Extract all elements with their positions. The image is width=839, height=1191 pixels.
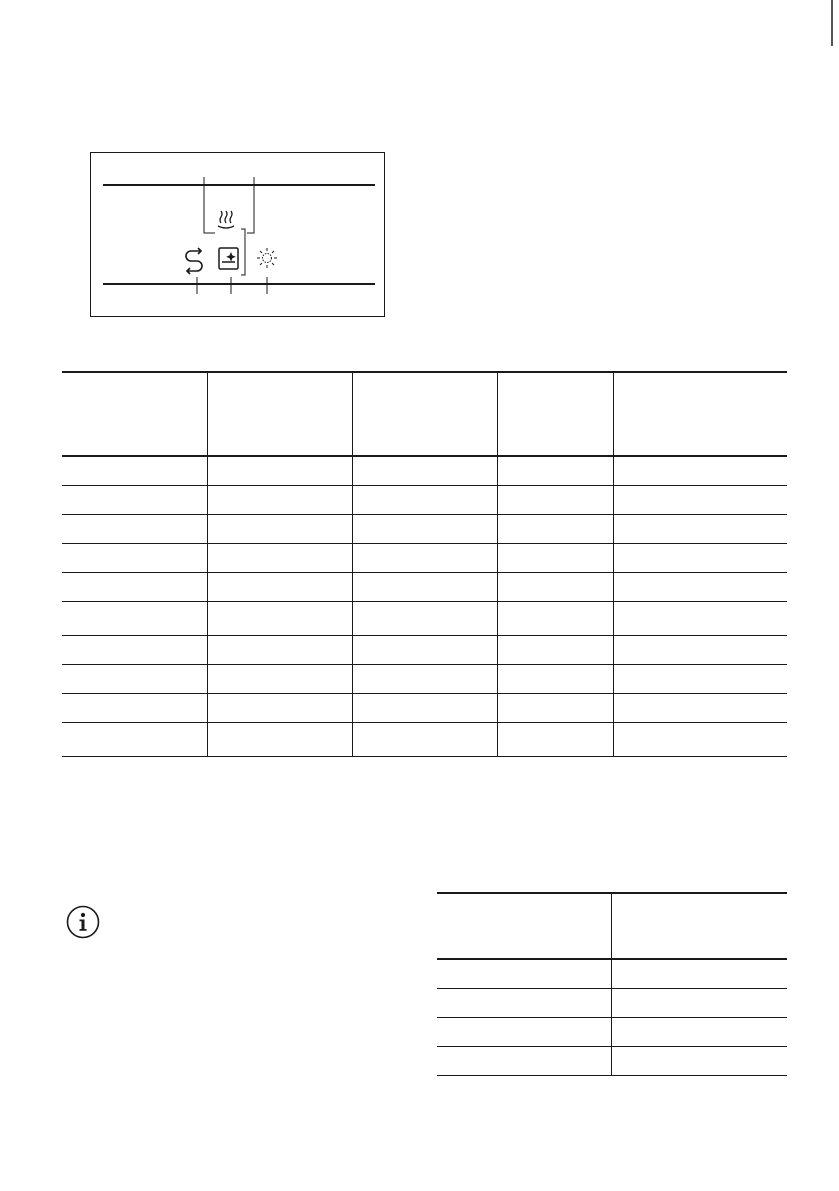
table-row [62,601,787,635]
header-cell [497,372,613,456]
main-settings-table [62,371,787,757]
info-icon [66,905,100,939]
table-cell [497,456,613,485]
table-row [62,722,787,756]
table-header-row [62,372,787,456]
table-cell [613,543,787,572]
table-cell [62,722,207,756]
control-panel-diagram [90,152,385,317]
table-cell [62,572,207,601]
table-cell [62,635,207,664]
table-cell [352,514,497,543]
table-cell [352,635,497,664]
table-row [62,693,787,722]
table-row [62,543,787,572]
table-cell [613,456,787,485]
table-row [62,456,787,485]
table-cell [613,693,787,722]
table-cell [497,722,613,756]
program-select-icon [186,248,202,274]
header-cell [352,372,497,456]
table-cell [437,959,611,988]
table-row [437,1017,787,1046]
cut-line [825,0,839,50]
table-cell [497,635,613,664]
table-cell [207,693,352,722]
table-cell [207,601,352,635]
table-cell [352,456,497,485]
table-cell [352,722,497,756]
secondary-table [437,892,787,1076]
table-row [437,1046,787,1075]
table-cell [611,988,787,1017]
table-cell [62,514,207,543]
steam-heat-icon [218,211,234,228]
table-row [437,959,787,988]
table-cell [437,988,611,1017]
table-row [62,485,787,514]
table-cell [352,664,497,693]
table-cell [497,543,613,572]
table-cell [611,1046,787,1075]
table-cell [497,485,613,514]
table-cell [437,1046,611,1075]
table-cell [497,664,613,693]
table-cell [352,543,497,572]
table-cell [207,514,352,543]
table-cell [497,514,613,543]
table-cell [611,1017,787,1046]
table-cell [207,635,352,664]
table-cell [62,664,207,693]
auto-program-icon [219,248,238,269]
table-header-row [437,893,787,959]
grouping-bracket [241,229,245,275]
table-cell [497,572,613,601]
table-row [62,514,787,543]
table-row [62,572,787,601]
table-cell [613,664,787,693]
table-cell [613,635,787,664]
header-cell [62,372,207,456]
table-cell [207,543,352,572]
table-cell [207,572,352,601]
table-cell [613,485,787,514]
table-cell [62,601,207,635]
header-cell [437,893,611,959]
table-cell [613,572,787,601]
table-cell [62,456,207,485]
table-cell [613,514,787,543]
header-cell [613,372,787,456]
table-cell [207,456,352,485]
header-cell [611,893,787,959]
table-cell [352,485,497,514]
table-cell [207,722,352,756]
light-icon [257,248,277,268]
table-cell [437,1017,611,1046]
table-cell [613,722,787,756]
table-cell [352,572,497,601]
table-cell [352,601,497,635]
table-row [437,988,787,1017]
table-cell [497,601,613,635]
table-cell [207,664,352,693]
table-cell [207,485,352,514]
table-cell [62,485,207,514]
header-cell [207,372,352,456]
table-cell [62,543,207,572]
table-cell [352,693,497,722]
table-cell [62,693,207,722]
table-cell [613,601,787,635]
table-cell [497,693,613,722]
table-row [62,635,787,664]
table-row [62,664,787,693]
table-cell [611,959,787,988]
